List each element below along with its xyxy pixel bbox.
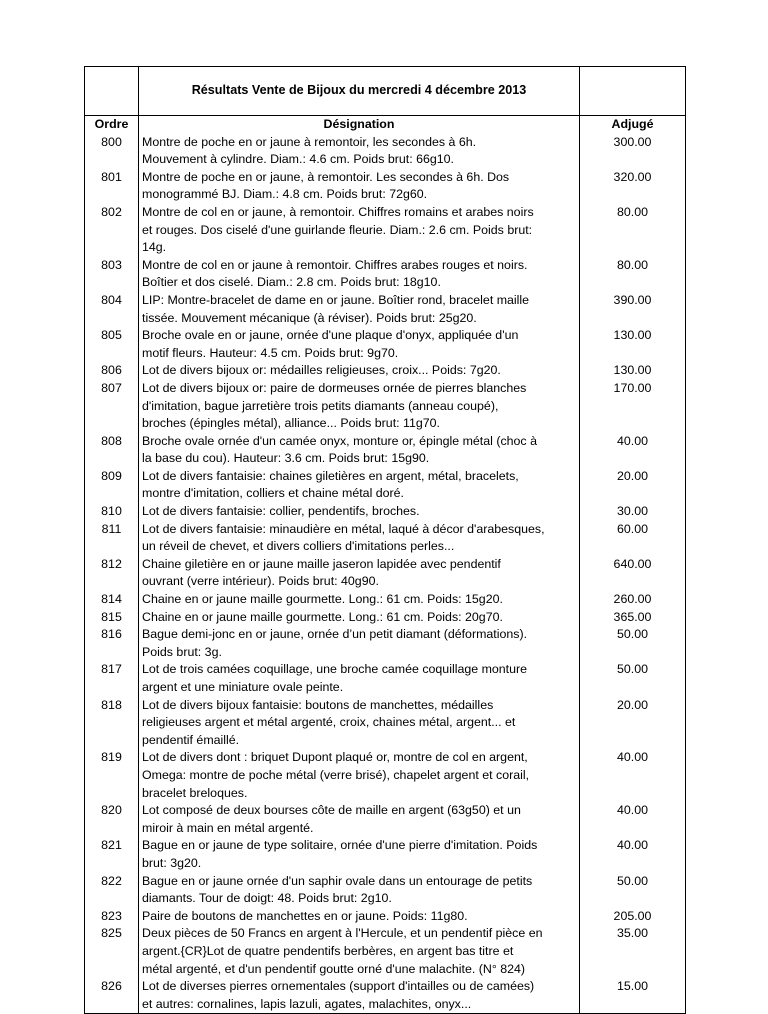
designation-line: métal argenté, et d'un pendentif goutte orné d'une malachite. (N° 824) [142, 961, 526, 976]
hammer-price: 80.00 [616, 257, 648, 272]
lot-number: 801 [101, 169, 122, 184]
title-right-cell [580, 67, 686, 116]
designation-line: argent.{CR}Lot de quatre pendentifs berbères, en argent bas titre et [142, 943, 514, 958]
title-row [85, 67, 686, 116]
lot-number: 808 [101, 433, 122, 448]
hammer-price: 130.00 [613, 363, 652, 378]
designation-line: brut: 3g20. [142, 855, 202, 870]
designation-line: et rouges. Dos ciselé d'une guirlande fleurie. Diam.: 2.6 cm. Poids brut: [142, 222, 533, 237]
lot-number: 818 [101, 697, 122, 712]
lot-number: 812 [101, 556, 122, 571]
hammer-price: 40.00 [616, 803, 648, 818]
lot-number: 805 [101, 328, 122, 343]
lot-number: 817 [101, 662, 122, 677]
designation-line: Lot de divers bijoux fantaisie: boutons de manchettes, médailles [142, 697, 494, 712]
lot-number: 803 [101, 257, 122, 272]
designation-line: Montre de col en or jaune, à remontoir. Chiffres romains et arabes noirs [142, 204, 534, 219]
designation-line: broches (épingles métal), alliance... Poids brut: 11g70. [142, 416, 440, 431]
designation-line: bracelet breloques. [142, 785, 248, 800]
designation-line: Deux pièces de 50 Francs en argent à l'Hercule, et un pendentif pièce en [142, 926, 543, 941]
designation-line: et autres: cornalines, lapis lazuli, agates, malachites, onyx... [142, 996, 472, 1011]
hammer-price: 50.00 [616, 662, 648, 677]
lot-number: 809 [101, 468, 122, 483]
designation-line: Chaine en or jaune maille gourmette. Long.: 61 cm. Poids: 15g20. [142, 592, 503, 607]
designation-header: Désignation [323, 117, 395, 131]
designation-line: Chaine giletière en or jaune maille jaseron lapidée avec pendentif [142, 556, 501, 571]
hammer-price: 20.00 [616, 697, 648, 712]
designation-line: ouvrant (verre intérieur). Poids brut: 40g90. [142, 574, 379, 589]
designation-line: LIP: Montre-bracelet de dame en or jaune. Boîtier rond, bracelet maille [142, 292, 530, 307]
designation-line: religieuses argent et métal argenté, croix, chaines métal, argent... et [142, 715, 516, 730]
hammer-price: 50.00 [616, 873, 648, 888]
hammer-price: 40.00 [616, 750, 648, 765]
designation-line: tissée. Mouvement mécanique (à réviser). Poids brut: 25g20. [142, 310, 477, 325]
hammer-price: 260.00 [613, 592, 652, 607]
designation-line: Paire de boutons de manchettes en or jaune. Poids: 11g80. [142, 908, 468, 923]
designation-line: Bague demi-jonc en or jaune, ornée d’un petit diamant (déformations). [142, 627, 528, 642]
designation-line: Lot de divers bijoux or: médailles religieuses, croix... Poids: 7g20. [142, 363, 501, 378]
hammer-price: 80.00 [616, 204, 648, 219]
designation-line: Montre de col en or jaune à remontoir. Chiffres arabes rouges et noirs. [142, 257, 528, 272]
hammer-price: 365.00 [613, 609, 652, 624]
title-left-cell [85, 67, 139, 116]
designation-line: Chaine en or jaune maille gourmette. Long.: 61 cm. Poids: 20g70. [142, 609, 503, 624]
lot-number: 826 [101, 979, 122, 994]
hammer-price: 320.00 [613, 169, 652, 184]
lot-number: 822 [101, 873, 122, 888]
designation-line: Montre de poche en or jaune, à remontoir. Les secondes à 6h. Dos [142, 169, 510, 184]
lot-number: 815 [101, 609, 122, 624]
lot-number: 819 [101, 750, 122, 765]
lot-number: 807 [101, 380, 122, 395]
body-row [85, 116, 686, 1014]
designation-line: d'imitation, bague jarretière trois petits diamants (anneau coupé), [142, 398, 499, 413]
designation-line: la base du cou). Hauteur: 3.6 cm. Poids brut: 15g90. [142, 451, 430, 466]
lot-number: 825 [101, 926, 122, 941]
designation-line: un réveil de chevet, et divers colliers d'imitations perles... [142, 539, 455, 554]
designation-line: Lot de divers fantaisie: collier, pendentifs, broches. [142, 504, 420, 519]
designation-line: Lot de trois camées coquillage, une broche camée coquillage monture [142, 662, 528, 677]
designation-line: pendentif émaillé. [142, 732, 240, 747]
designation-line: Lot de divers dont : briquet Dupont plaqué or, montre de col en argent, [142, 750, 528, 765]
designation-line: Montre de poche en or jaune à remontoir, les secondes à 6h. [142, 134, 477, 149]
lot-number: 816 [101, 627, 122, 642]
lot-number: 811 [101, 521, 122, 536]
hammer-price: 40.00 [616, 838, 648, 853]
designation-line: Lot de divers fantaisie: chaines giletières en argent, métal, bracelets, [142, 468, 519, 483]
designation-line: miroir à main en métal argenté. [142, 820, 314, 835]
designation-line: Lot composé de deux bourses côte de maille en argent (63g50) et un [142, 803, 521, 818]
designation-line: 14g. [142, 240, 167, 255]
lot-number: 821 [101, 838, 122, 853]
adjuge-header: Adjugé [611, 117, 654, 131]
designation-line: montre d'imitation, colliers et chaine métal doré. [142, 486, 405, 501]
hammer-price: 205.00 [613, 908, 652, 923]
designation-line: Omega: montre de poche métal (verre brisé), chapelet argent et corail, [142, 767, 530, 782]
hammer-price: 15.00 [616, 979, 648, 994]
hammer-price: 20.00 [616, 468, 648, 483]
hammer-price: 640.00 [613, 556, 652, 571]
lot-number: 806 [101, 363, 122, 378]
lot-number: 810 [101, 504, 122, 519]
hammer-price: 30.00 [616, 504, 648, 519]
designation-line: Lot de divers bijoux or: paire de dormeuses ornée de pierres blanches [142, 380, 527, 395]
title-cell [139, 67, 580, 116]
hammer-price: 60.00 [616, 521, 648, 536]
designation-line: Poids brut: 3g. [142, 644, 222, 659]
hammer-price: 390.00 [613, 292, 652, 307]
hammer-price: 50.00 [616, 627, 648, 642]
results-table [84, 66, 686, 1014]
designation-line: argent et une miniature ovale peinte. [142, 680, 344, 694]
designation-line: Lot de diverses pierres ornementales (support d'intailles ou de camées) [142, 979, 535, 994]
designation-line: Broche ovale en or jaune, ornée d'une plaque d'onyx, appliquée d'un [142, 328, 519, 343]
hammer-price: 130.00 [613, 328, 652, 343]
hammer-price: 35.00 [616, 926, 648, 941]
lot-number: 802 [101, 204, 122, 219]
lot-number: 823 [101, 908, 122, 923]
designation-line: diamants. Tour de doigt: 48. Poids brut: 2g10. [142, 891, 392, 906]
hammer-price: 40.00 [616, 433, 648, 448]
designation-line: Bague en or jaune de type solitaire, ornée d'une pierre d'imitation. Poids [142, 838, 538, 853]
designation-line: Bague en or jaune ornée d'un saphir ovale dans un entourage de petits [142, 873, 533, 888]
lot-number: 800 [101, 134, 122, 149]
designation-line: Mouvement à cylindre. Diam.: 4.6 cm. Poids brut: 66g10. [142, 152, 454, 167]
designation-line: motif fleurs. Hauteur: 4.5 cm. Poids brut: 9g70. [142, 345, 399, 360]
ordre-header: Ordre [94, 117, 129, 131]
designation-line: Boîtier et dos ciselé. Diam.: 2.8 cm. Poids brut: 18g10. [142, 275, 441, 290]
lot-number: 814 [101, 592, 122, 607]
hammer-price: 170.00 [613, 380, 652, 395]
designation-line: monogrammé BJ. Diam.: 4.8 cm. Poids brut: 72g60. [142, 187, 428, 202]
hammer-price: 300.00 [613, 134, 652, 149]
lot-number: 804 [101, 292, 122, 307]
document-title: Résultats Vente de Bijoux du mercredi 4 décembre 2013 [191, 83, 527, 98]
designation-line: Broche ovale ornée d'un camée onyx, monture or, épingle métal (choc à [142, 433, 537, 448]
designation-line: Lot de divers fantaisie: minaudière en métal, laqué à décor d'arabesques, [142, 521, 545, 536]
ordre-column [85, 116, 139, 1014]
adjuge-column [580, 116, 686, 1014]
lot-number: 820 [101, 803, 122, 818]
designation-column [139, 116, 580, 1014]
